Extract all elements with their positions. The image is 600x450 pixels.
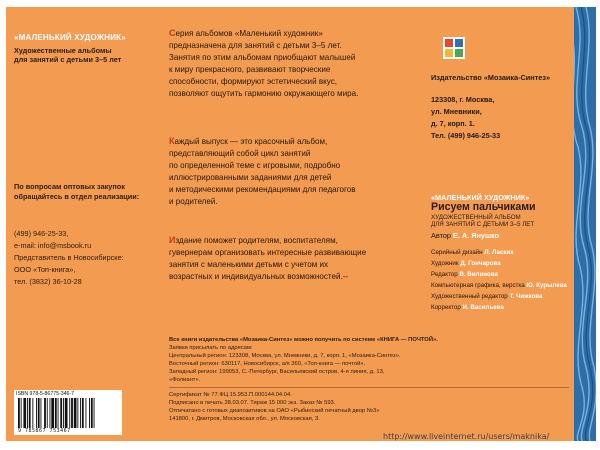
barcode-bar: [27, 398, 28, 428]
text-line: и методическими рекомендациями для педагогов: [169, 184, 356, 194]
publisher-address-3: д. 7, корп. 1.: [431, 119, 475, 128]
barcode-bar: [47, 398, 48, 428]
barcode-bars: [16, 398, 120, 428]
paragraph-series: [169, 27, 444, 100]
barcode-bar: [18, 398, 20, 428]
contact-phone: (499) 946-25-33,: [14, 229, 69, 238]
logo-square-yellow: [445, 49, 453, 57]
barcode-bar: [55, 398, 57, 428]
book-author: Автор Е. А. Янушко: [431, 231, 500, 240]
text-line: способности, формируют эстетический вкус,: [169, 76, 338, 86]
barcode-bar: [23, 398, 26, 428]
barcode-bar: [60, 398, 62, 428]
text-line: Занятия по этим альбомам приобщают малышей: [169, 53, 356, 63]
text-line: к миру прекрасного, развивают творческие: [169, 65, 331, 74]
credit-line: Художественный редактор Т. Чижкова: [431, 293, 543, 300]
barcode-bar: [38, 398, 40, 428]
barcode-bar: [21, 398, 22, 428]
text-line: позволяют ощутить гармонию окружающего мира.: [169, 88, 359, 98]
text-line: иллюстрированными заданиями для детей: [169, 173, 332, 182]
credit-line: Корректор И. Васильева: [431, 304, 504, 311]
text-line: и родителей.: [169, 196, 218, 206]
contact-representative: Представитель в Новосибирске:: [14, 253, 124, 262]
contact-email: e-mail: info@msbook.ru: [14, 241, 92, 250]
certificate-line: 141800, г. Дмитров, Московская обл., ул. Московская, 3.: [169, 416, 320, 422]
barcode-bar: [80, 398, 81, 428]
back-cover: [6, 7, 596, 441]
credit-line: Художник Д. Гончарова: [431, 260, 501, 267]
publisher-name: Издательство «Мозаика-Синтез»: [431, 73, 551, 82]
imprint-line: Западный регион: 199053, С.-Петербург, Васильевский остров, 4-я линия, д. 13,: [169, 369, 385, 375]
logo-square-green: [455, 49, 463, 57]
publisher-phone: Тел. (499) 946-25-33: [431, 131, 501, 140]
watermark-url: http://www.liveinternet.ru/users/maknika/: [383, 432, 550, 441]
credit-line: Компьютерная графика, верстка Ю. Курылева: [431, 282, 567, 289]
barcode-bar: [29, 398, 31, 428]
barcode-bar: [50, 398, 51, 428]
text-line: гувернерам организовать интересные развивающие: [169, 248, 367, 258]
series-subtitle-line-2: для занятий с детьми 3–5 лет: [14, 55, 122, 64]
credit-line: Серийный дизайн Л. Ласких: [431, 249, 514, 256]
certificate-line: Подписано в печать 28.03.07. Тираж 15 000 экз. Заказ № 593.: [169, 400, 336, 406]
imprint-line: Заявки присылать по адресам:: [169, 345, 253, 351]
book-title: Рисуем пальчиками: [431, 201, 536, 213]
drop-cap: К: [169, 136, 175, 146]
barcode-bar: [82, 398, 84, 428]
barcode-bar: [41, 398, 42, 428]
series-subtitle-line-1: Художественные альбомы: [14, 46, 112, 55]
credit-line: Редактор В. Вилинова: [431, 271, 498, 278]
barcode-bar: [69, 398, 70, 428]
imprint-line: Центральный регион: 123308, Москва, ул. Мневники, д. 7, корп. 1, «Мозаика-Синтез».: [169, 353, 401, 359]
isbn-text: ISBN 978-5-86775-346-7: [16, 391, 74, 397]
logo-square-blue: [455, 39, 463, 47]
wholesale-note: По вопросам оптовых закупок обращайтесь в отдел реализации:: [14, 182, 140, 202]
book-subtitle-2: ДЛЯ ЗАНЯТИЙ С ДЕТЬМИ 3–5 ЛЕТ: [431, 221, 535, 228]
certificate-line: Сертификат № 77.ФЦ.15.953.П.000144.04.04.: [169, 392, 292, 398]
barcode-bar: [77, 398, 78, 428]
book-series: «МАЛЕНЬКИЙ ХУДОЖНИК»: [431, 193, 530, 202]
book-subtitle-1: ХУДОЖЕСТВЕННЫЙ АЛЬБОМ: [431, 214, 521, 221]
barcode-bar: [91, 398, 93, 428]
imprint-line: Все книги издательства «Мозаика-Синтез» можно получить по системе «КНИГА — ПОЧТОЙ».: [169, 337, 438, 343]
text-line: предназначена для занятий с детьми 3–5 лет.: [169, 41, 342, 51]
spine-band: [574, 7, 596, 441]
contact-company-phone: тел. (3832) 36-10-28: [14, 277, 82, 286]
barcode-bar: [86, 398, 87, 428]
barcode-bar: [58, 398, 59, 428]
barcode-bar: [89, 398, 90, 428]
text-line: возрастных и индивидуальных возможностей.--: [169, 272, 349, 281]
barcode-digits: 9 785867 753467: [18, 428, 71, 434]
text-line: ерия альбомов «Маленький художник»: [175, 29, 323, 38]
barcode-bar: [36, 398, 37, 428]
barcode-bar: [94, 398, 95, 428]
imprint-line: «Фолиант».: [169, 377, 201, 383]
barcode-bar: [65, 398, 68, 428]
text-line: здание поможет родителям, воспитателям,: [175, 236, 338, 245]
text-line: занятия с маленькими детьми с учетом их: [169, 260, 329, 270]
series-title: «МАЛЕНЬКИЙ ХУДОЖНИК»: [14, 33, 126, 42]
publisher-logo: [443, 37, 465, 59]
divider: [169, 387, 569, 388]
barcode-bar: [32, 398, 33, 428]
barcode-bar: [63, 398, 64, 428]
publisher-address-2: ул. Мневники,: [431, 107, 482, 116]
barcode-bar: [44, 398, 46, 428]
text-line: аждый выпуск — это красочный альбом,: [174, 137, 328, 146]
wave-pattern: [574, 7, 596, 441]
drop-cap: И: [169, 235, 176, 245]
barcode-bar: [74, 398, 77, 428]
drop-cap: С: [169, 28, 176, 38]
logo-square-red: [445, 39, 453, 47]
imprint-line: Восточный регион: 630117, Новосибирск, а/я 360, «Топ-книга — почтой».: [169, 361, 366, 367]
certificate-line: Отпечатано с готовых диапозитивов на ОАО «Рыбинский печатный двор №3»: [169, 408, 380, 414]
text-line: представляющий собой цикл занятий: [169, 149, 311, 159]
barcode: [14, 390, 122, 435]
barcode-bar: [71, 398, 73, 428]
contact-company: ООО «Топ-книга»,: [14, 265, 76, 274]
barcode-bar: [51, 398, 54, 428]
paragraph-purpose: [169, 234, 444, 283]
paragraph-issue: [169, 135, 444, 208]
publisher-address-1: 123308, г. Москва,: [431, 95, 495, 104]
text-line: по определенной теме с игровыми, подробно: [169, 161, 341, 171]
